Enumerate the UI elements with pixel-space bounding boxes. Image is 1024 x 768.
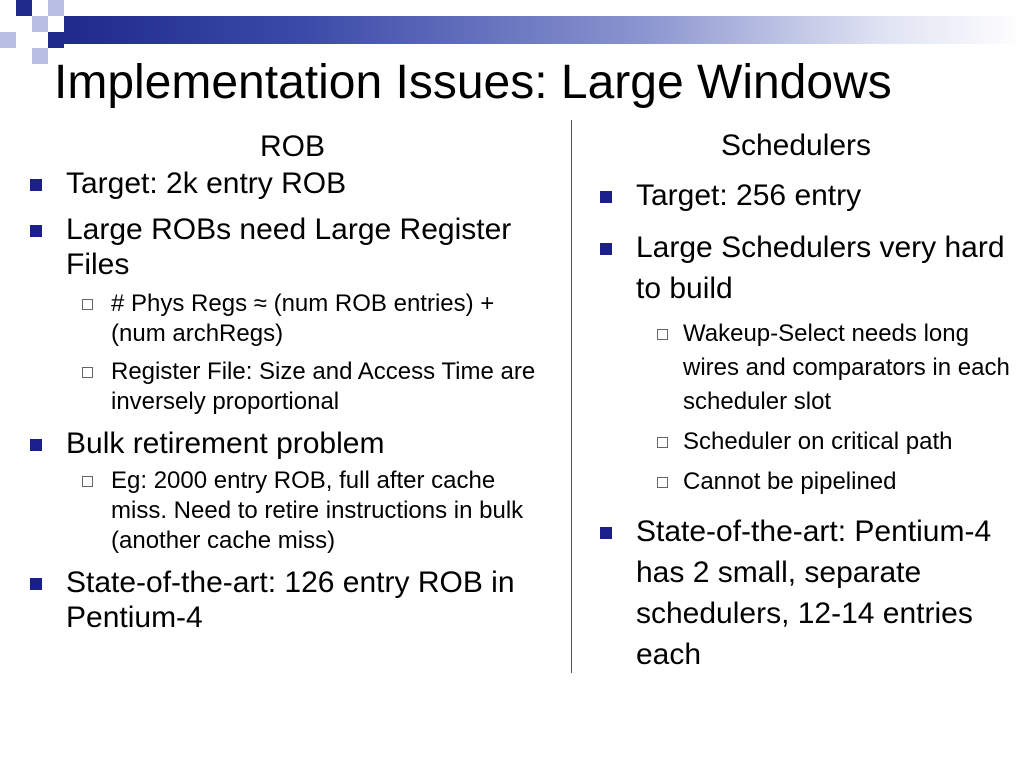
sub-list-item [30,466,555,556]
sub-bullet-text: Eg: 2000 entry ROB, full after cache miss. Need to retire instructions in bulk (another cache miss) [111,467,524,554]
deco-square [32,48,48,64]
schedulers-heading: Schedulers [720,129,872,162]
hollow-square-bullet-icon [657,477,668,488]
bullet-text: Target: 2k entry ROB [66,167,347,200]
deco-square [32,16,48,32]
bullet-text: Target: 256 entry [636,179,862,212]
sub-bullet-text: Cannot be pipelined [683,468,897,495]
square-bullet-icon [30,578,42,590]
square-bullet-icon [30,179,42,191]
square-bullet-icon [30,439,42,451]
deco-square [48,32,64,48]
list-item [600,178,1020,213]
rob-column [30,128,555,635]
deco-square [16,0,32,16]
square-bullet-icon [30,225,42,237]
deco-square [0,32,16,48]
schedulers-column [600,127,1020,675]
rob-heading: ROB [259,130,325,163]
list-item [600,511,1020,675]
sub-bullet-text: Wakeup-Select needs long wires and comparators in each scheduler slot [683,320,1010,415]
square-bullet-icon [600,243,612,255]
rob-bullet-list [30,166,555,635]
bullet-text: Large ROBs need Large Register Files [66,213,512,281]
list-item [30,212,555,282]
bullet-text: State-of-the-art: Pentium-4 has 2 small, separate schedulers, 12-14 entries each [636,515,992,671]
list-item [600,227,1020,309]
list-item [30,166,555,201]
hollow-square-bullet-icon [657,329,668,340]
schedulers-bullet-list [600,178,1020,675]
sub-bullet-text: # Phys Regs ≈ (num ROB entries) + (num archRegs) [111,290,495,347]
bullet-text: Large Schedulers very hard to build [636,231,1005,305]
hollow-square-bullet-icon [82,367,93,378]
sub-list-item [600,317,1020,419]
square-bullet-icon [600,527,612,539]
sub-bullet-text: Register File: Size and Access Time are inversely proportional [111,358,536,415]
column-divider [571,120,572,673]
square-bullet-icon [600,191,612,203]
list-item [30,565,555,635]
list-item [30,426,555,461]
sub-list-item [30,289,555,349]
bullet-text: State-of-the-art: 126 entry ROB in Pentium-4 [66,566,515,634]
sub-list-item [600,465,1020,499]
sub-list-item [30,357,555,417]
hollow-square-bullet-icon [82,476,93,487]
sub-bullet-text: Scheduler on critical path [683,428,953,455]
hollow-square-bullet-icon [82,299,93,310]
sub-list-item [600,425,1020,459]
hollow-square-bullet-icon [657,437,668,448]
bullet-text: Bulk retirement problem [66,427,385,460]
deco-square [48,0,64,16]
slide-title: Implementation Issues: Large Windows [54,56,892,109]
header-gradient-bar [64,16,1024,44]
